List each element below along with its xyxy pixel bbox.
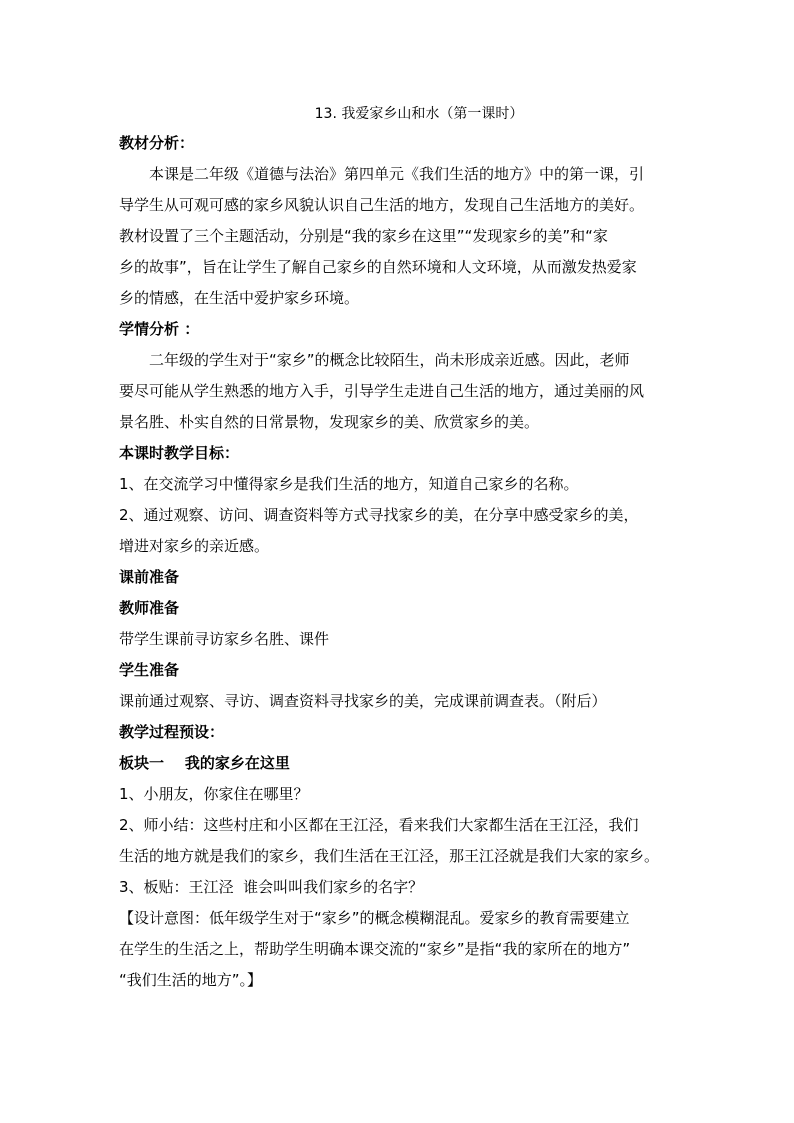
analysis-line: 教材设置了三个主题活动，分别是“我的家乡在这里”“发现家乡的美”和“家 bbox=[119, 227, 608, 245]
students-line: 二年级的学生对于“家乡”的概念比较陌生，尚未形成亲近感。因此，老师 bbox=[149, 351, 630, 369]
analysis-line: 本课是二年级《道德与法治》第四单元《我们生活的地方》中的第一课，引 bbox=[149, 165, 645, 183]
process-heading: 教学过程预设： bbox=[119, 723, 225, 741]
analysis-line: 乡的故事”，旨在让学生了解自己家乡的自然环境和人文环境，从而激发热爱家 bbox=[119, 258, 637, 276]
analysis-line: 乡的情感，在生活中爱护家乡环境。 bbox=[119, 289, 360, 307]
analysis-heading: 教材分析： bbox=[119, 134, 195, 152]
document-page bbox=[119, 100, 679, 996]
process-step: 3、板贴：王江泾 谁会叫叫我们家乡的名字？ bbox=[119, 878, 424, 896]
goal-item: 2、通过观察、访问、调查资料等方式寻找家乡的美，在分享中感受家乡的美， bbox=[119, 506, 639, 524]
block1-heading: 板块一 我的家乡在这里 bbox=[119, 754, 290, 772]
process-step: 生活的地方就是我们的家乡，我们生活在王江泾，那王江泾就是我们大家的家乡。 bbox=[119, 847, 660, 865]
student-prep-text: 课前通过观察、寻访、调查资料寻找家乡的美，完成课前调查表。（附后） bbox=[119, 692, 607, 710]
student-prep-heading: 学生准备 bbox=[119, 661, 180, 679]
students-line: 景名胜、朴实自然的日常景物，发现家乡的美、欣赏家乡的美。 bbox=[119, 413, 540, 431]
prep-heading: 课前准备 bbox=[119, 568, 180, 586]
goals-heading: 本课时教学目标： bbox=[119, 444, 240, 462]
design-intent-line: “我们生活的地方”。】 bbox=[119, 971, 263, 989]
process-step: 1、小朋友，你家住在哪里？ bbox=[119, 785, 309, 803]
students-line: 要尽可能从学生熟悉的地方入手，引导学生走进自己生活的地方，通过美丽的风 bbox=[119, 382, 645, 400]
teacher-prep-text: 带学生课前寻访家乡名胜、课件 bbox=[119, 630, 330, 648]
goal-item: 1、在交流学习中懂得家乡是我们生活的地方，知道自己家乡的名称。 bbox=[119, 475, 579, 493]
teacher-prep-heading: 教师准备 bbox=[119, 599, 180, 617]
students-heading: 学情分析 ： bbox=[119, 320, 200, 338]
process-step: 2、师小结：这些村庄和小区都在王江泾，看来我们大家都生活在王江泾，我们 bbox=[119, 816, 639, 834]
analysis-line: 导学生从可观可感的家乡风貌认识自己生活的地方，发现自己生活地方的美好。 bbox=[119, 196, 645, 214]
goal-item: 增进对家乡的亲近感。 bbox=[119, 537, 270, 555]
page-title: 13. 我爱家乡山和水（第一课时） bbox=[314, 106, 524, 122]
design-intent-line: 在学生的生活之上，帮助学生明确本课交流的“家乡”是指“我的家所在的地方” bbox=[119, 940, 631, 958]
design-intent-line: 【设计意图：低年级学生对于“家乡”的概念模糊混乱。爱家乡的教育需要建立 bbox=[119, 909, 630, 927]
